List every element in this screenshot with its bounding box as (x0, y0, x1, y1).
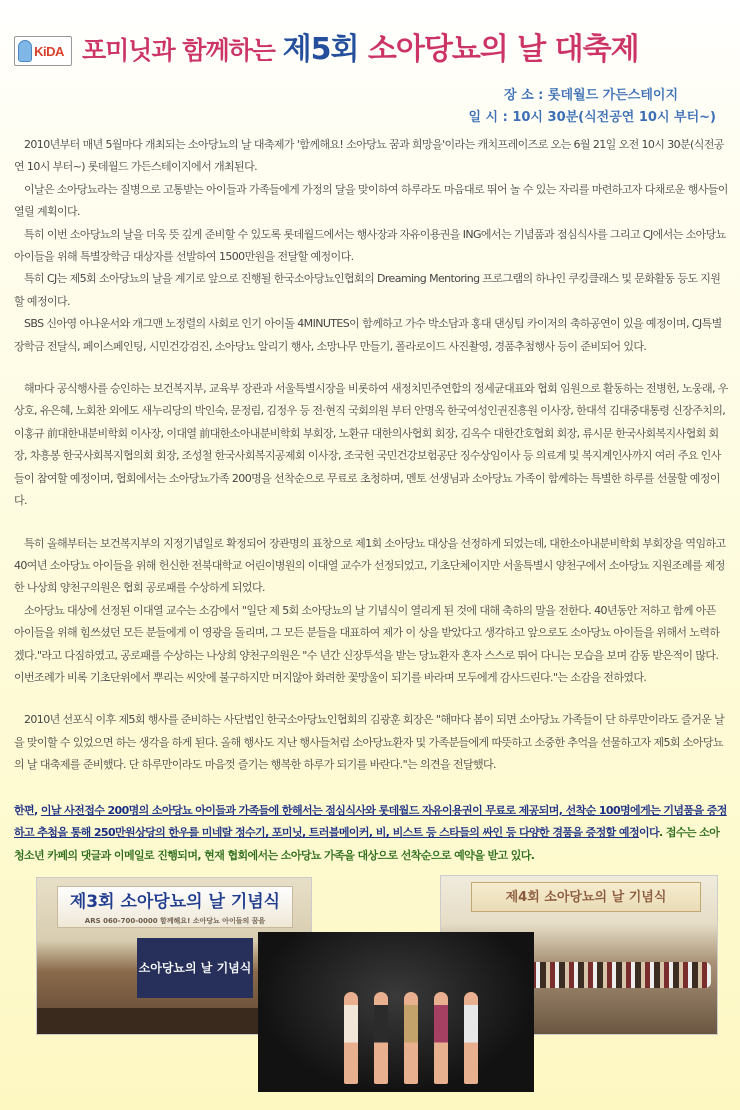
photo1-banner-title: 제3회 소아당뇨의 날 기념식 (69, 892, 281, 912)
performer-figure (344, 992, 358, 1084)
event-time: 일 시 : 10시 30분(식전공연 10시 부터~) (468, 110, 716, 125)
paragraph-8: 소아당뇨 대상에 선정된 이대열 교수는 소감에서 "일단 제 5회 소아당뇨의 날 기념식이 열리게 된 것에 대해 축하의 말을 전한다. 40년동안 저하고 함께 아픈 아이들을 위해 힘쓰셨던 모든 분들에게 이 영광을 돌리며, 그 모든 분들을 대표하여 제가 이 상을 받았다고 생각하고 앞으로도 소아당뇨 아이들을 위해서 노력하겠다."라고 다짐하였고, 공로패를 수상하는 나상희 양천구의원은 "수 년간 신장투석을 받는 당뇨환자 혼자 스스로 뛰어 다니는 모습을 보며 감동 받은적이 많다. 이번조례가 비록 기초단위에서 뿌리는 씨앗에 불구하지만 머지않아 화려한 꽃망울이 되기를 바라며 모두에게 감사드린다."는 소감을 전하였다. (14, 603, 720, 684)
article-body (14, 134, 728, 777)
title-part-3: 소아당뇨의 날 대축제 (367, 32, 639, 67)
photo1-banner (57, 886, 293, 928)
promo-registration: . 접수는 소아청소년 카페의 댓글과 이메일로 진행되며, 현재 협회에서는 소아당뇨 가족을 대상으로 선착순으로 예약을 받고 있다. (14, 826, 720, 862)
title-part-1: 포미닛과 함께하는 (82, 36, 283, 65)
title-part-2: 제5회 (282, 32, 368, 67)
promo-underlined: 이날 사전접수 200명의 소아당뇨 아이들과 가족들에 한해서는 점심식사와 롯데월드 자유이용권이 무료로 제공되며, 선착순 100명에게는 기념품을 증정하고 추첨을 통해 250만원상당의 한우를 미네랄 정수기, 포미닛, 트러블메이커, 비, 비스트 등 스타들의 싸인 등 다양한 경품을 증정할 예정 (14, 804, 727, 840)
event-place: 장 소 : 롯데월드 가든스테이지 (504, 88, 678, 103)
performer-figure (434, 992, 448, 1084)
paragraph-5: SBS 신아영 아나운서와 개그맨 노정렬의 사회로 인기 아이돌 4MINUTES이 함께하고 가수 박소담과 홍대 댄싱팀 카이저의 축하공연이 있을 예정이며, CJ특별장학금 전달식, 페이스페인팅, 시민건강검진, 소아당뇨 알리기 행사, 소망나무 만들기, 폴라로이드 사진촬영, 경품추첨행사 등이 준비되어 있다. (14, 317, 722, 353)
performer-figure (374, 992, 388, 1084)
paragraph-1: 2010년부터 매년 5월마다 개최되는 소아당뇨의 날 대축제가 '함께해요! 소아당뇨 꿈과 희망을'이라는 캐치프레이즈로 오는 6월 21일 오전 10시 30분(식전공연 10시 부터~) 롯데월드 가든스테이지에서 개최된다. (14, 138, 724, 174)
spacer (14, 358, 728, 378)
paragraph-3: 특히 이번 소아당뇨의 날을 더욱 뜻 깊게 준비할 수 있도록 롯데월드에서는 행사장과 자유이용권을 ING에서는 기념품과 점심식사를 그리고 CJ에서는 소아당뇨 아이들을 위해 특별장학금 대상자를 선발하여 1500만원을 전달할 예정이다. (14, 227, 726, 264)
spacer (14, 689, 728, 709)
event-photo-performance (258, 932, 534, 1092)
performer-figure (404, 992, 418, 1084)
logo-text: KiDA (34, 43, 64, 59)
page-title (82, 32, 639, 72)
promo-lead: 한편, (14, 804, 41, 817)
paragraph-2: 이날은 소아당뇨라는 질병으로 고통받는 아이들과 가족들에게 가정의 달을 맞이하여 하루라도 마음대로 뛰어 놀 수 있는 자리를 마련하고자 다채로운 행사들이 열릴 계획이다. (14, 182, 728, 219)
paragraph-9: 2010년 선포식 이후 제5회 행사를 준비하는 사단법인 한국소아당뇨인협회의 김광훈 회장은 "해마다 봄이 되면 소아당뇨 가족들이 단 하루만이라도 즐거운 날을 맞이할 수 있었으면 하는 생각을 하게 된다. 올해 행사도 지난 행사들처럼 소아당뇨환자 및 가족분들에게 따뜻하고 소중한 추억을 선물하고자 제5회 소아당뇨의 날 대축제를 준비했다. 단 하루만이라도 마음껏 즐기는 행복한 하루가 되기를 바란다."는 의견을 전달했다. (14, 713, 725, 772)
paragraph-7: 특히 올해부터는 보건복지부의 지정기념일로 확정되어 장관명의 표창으로 제1회 소아당뇨 대상을 선정하게 되었는데, 대한소아내분비학회 부회장을 역임하고 40여년 소아당뇨 아이들을 위해 헌신한 전북대학교 어린이병원의 이대열 교수가 선정되었고, 기초단체이지만 서울특별시 양천구에서 소아당뇨 지원조례를 제정한 나상희 양천구의원은 협회 공로패를 수상하게 되었다. (14, 536, 726, 595)
paragraph-4: 특히 CJ는 제5회 소아당뇨의 날을 계기로 앞으로 진행될 한국소아당뇨인협회의 Dreaming Mentoring 프로그램의 하나인 쿠킹클래스 및 문화활동 등도 지원할 예정이다. (14, 272, 721, 308)
promo-mid: 이다 (638, 826, 660, 840)
photo2-banner: 제4회 소아당뇨의 날 기념식 (471, 882, 701, 912)
kda-logo (14, 36, 72, 66)
photo1-banner-sub: ARS 060-700-0000 함께해요! 소아당뇨 아이들의 꿈을 (84, 917, 266, 925)
article-header (0, 0, 740, 125)
photo2-crowd (521, 962, 711, 988)
mascot-icon (18, 40, 32, 62)
promo-notice (14, 800, 728, 867)
spacer (14, 513, 728, 533)
photo1-screen: 소아당뇨의 날 기념식 (137, 938, 253, 998)
performer-figure (464, 992, 478, 1084)
paragraph-6: 해마다 공식행사를 승인하는 보건복지부, 교육부 장관과 서울특별시장을 비롯하여 새정치민주연합의 정세균대표와 협회 임원으로 활동하는 전병헌, 노웅래, 우상호, 유은혜, 노회찬 외에도 새누리당의 박인숙, 문정림, 김정우 등 전·현직 국회의원 부터 안명옥 한국여성인권진흥원 이사장, 한대석 김대중대통령 신장주치의, 이홍규 前대한내분비학회 이사장, 이대열 前대한소아내분비학회 부회장, 노환규 대한의사협회 회장, 김옥수 대한간호협회 회장, 류시문 한국사회복지사협회 회장, 차흥봉 한국사회복지협의회 회장, 조성철 한국사회복지공제회 이사장, 조국헌 국민건강보험공단 징수상임이사 등 의료계 및 복지계인사까지 여러 주요 인사들이 참여할 예정이며, 협회에서는 소아당뇨가족 200명을 선착순으로 무료로 초청하며, 멘토 선생님과 소아당뇨 가족이 함께하는 특별한 하루를 선물할 예정이다. (14, 382, 728, 508)
